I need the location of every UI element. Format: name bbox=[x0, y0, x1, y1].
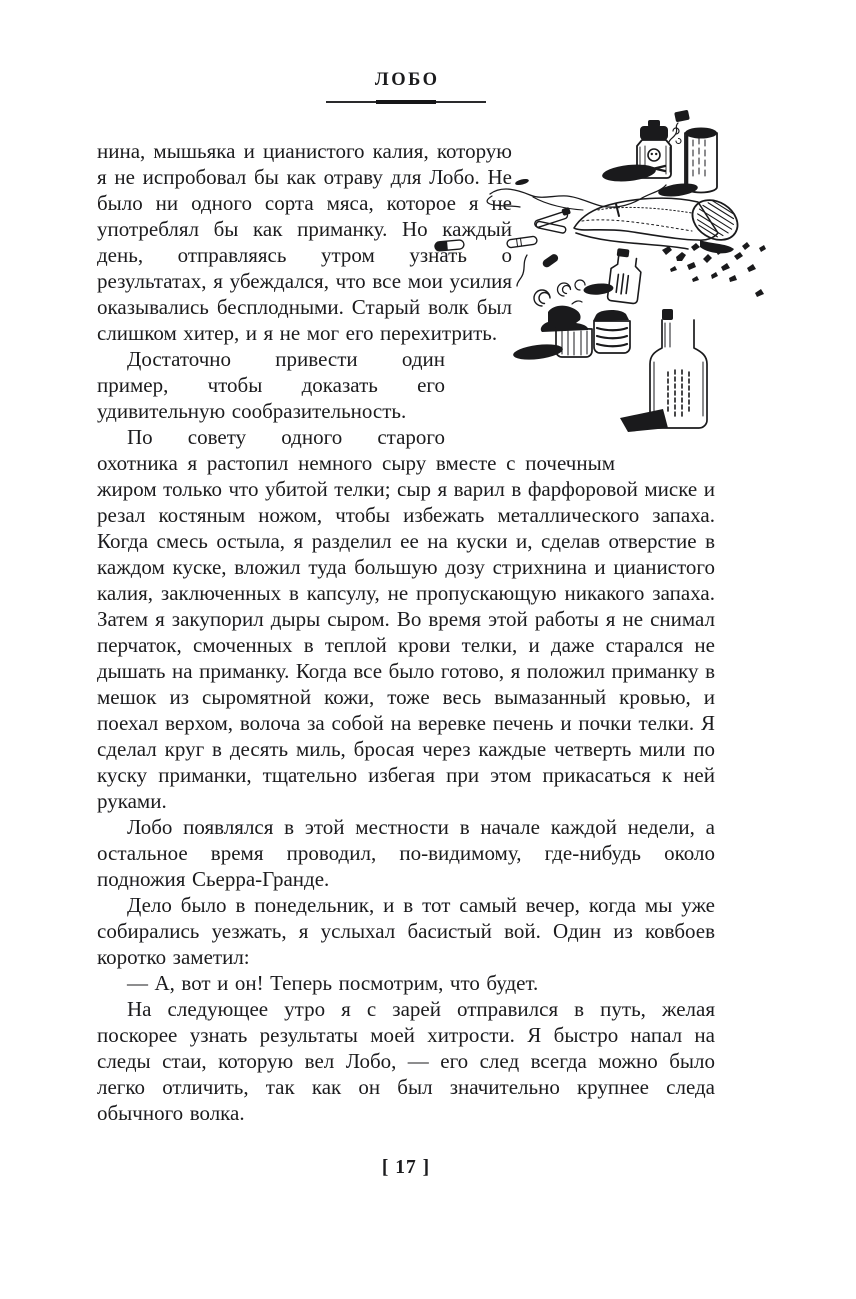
paragraph-dialogue: — А, вот и он! Теперь посмотрим, что будет. bbox=[127, 971, 539, 995]
head-rule-thick-segment bbox=[376, 100, 436, 104]
page-number: [ 17 ] bbox=[381, 1157, 431, 1178]
body-text bbox=[97, 138, 715, 1126]
paragraph: Лобо появлялся в этой местности в начале каждой недели, а остальное время проводил, по-видимому, где-нибудь около подножия Сьерра-Гранде. bbox=[97, 815, 715, 891]
paragraph: По совету одного старого охотника я растопил немного сыру вместе с почечным жиром только что убитой телки; сыр я варил в фарфоровой миске и резал костяным ножом, чтобы избежать металлического запаха. Когда смесь остыла, я разделил ее на куски и, сделав отверстие в каждом куске, вложил туда большую дозу стрихнина и цианистого калия, заключенных в капсулу, не пропускающую никакого запаха. Затем я закупорил дыры сыром. Во время этой работы я не снимал перчаток, смоченных в теплой крови телки, и даже старался не дышать на приманку. Когда все было готово, я положил приманку в мешок из сыромятной кожи, тоже весь вымазанный кровью, и поехал верхом, волоча за собой на веревке печень и почки телки. Я сделал круг в десять миль, бросая через каждые четверть мили по куску приманки, тщательно избегая при этом прикасаться к ней руками. bbox=[97, 425, 715, 813]
paragraph: Дело было в понедельник, и в тот самый вечер, когда мы уже собирались уезжать, я услыхал басистый вой. Один из ковбоев коротко заметил: bbox=[97, 893, 715, 969]
chapter-title: ЛОБО bbox=[374, 70, 440, 90]
paragraph: На следующее утро я с зарей отправился в путь, желая поскорее узнать результаты моей хитрости. Я быстро напал на следы стаи, которую вел Лобо, — его след всегда можно было легко отличить, так как он был значительно крупнее следа обычного волка. bbox=[97, 997, 715, 1125]
paragraph: нина, мышьяка и цианистого калия, которую я не испробовал бы как отраву для Лобо. Не было ни одного сорта мяса, которое я не употреблял бы как приманку. Но каждый день, отправляясь утром узнать о результатах, я убеждался, что все мои усилия оказывались бесплодными. Старый волк был слишком хитер, и я не мог его перехитрить. bbox=[97, 139, 512, 345]
paragraph: Достаточно привести один пример, чтобы доказать его удивительную сообразительность. bbox=[97, 347, 445, 423]
